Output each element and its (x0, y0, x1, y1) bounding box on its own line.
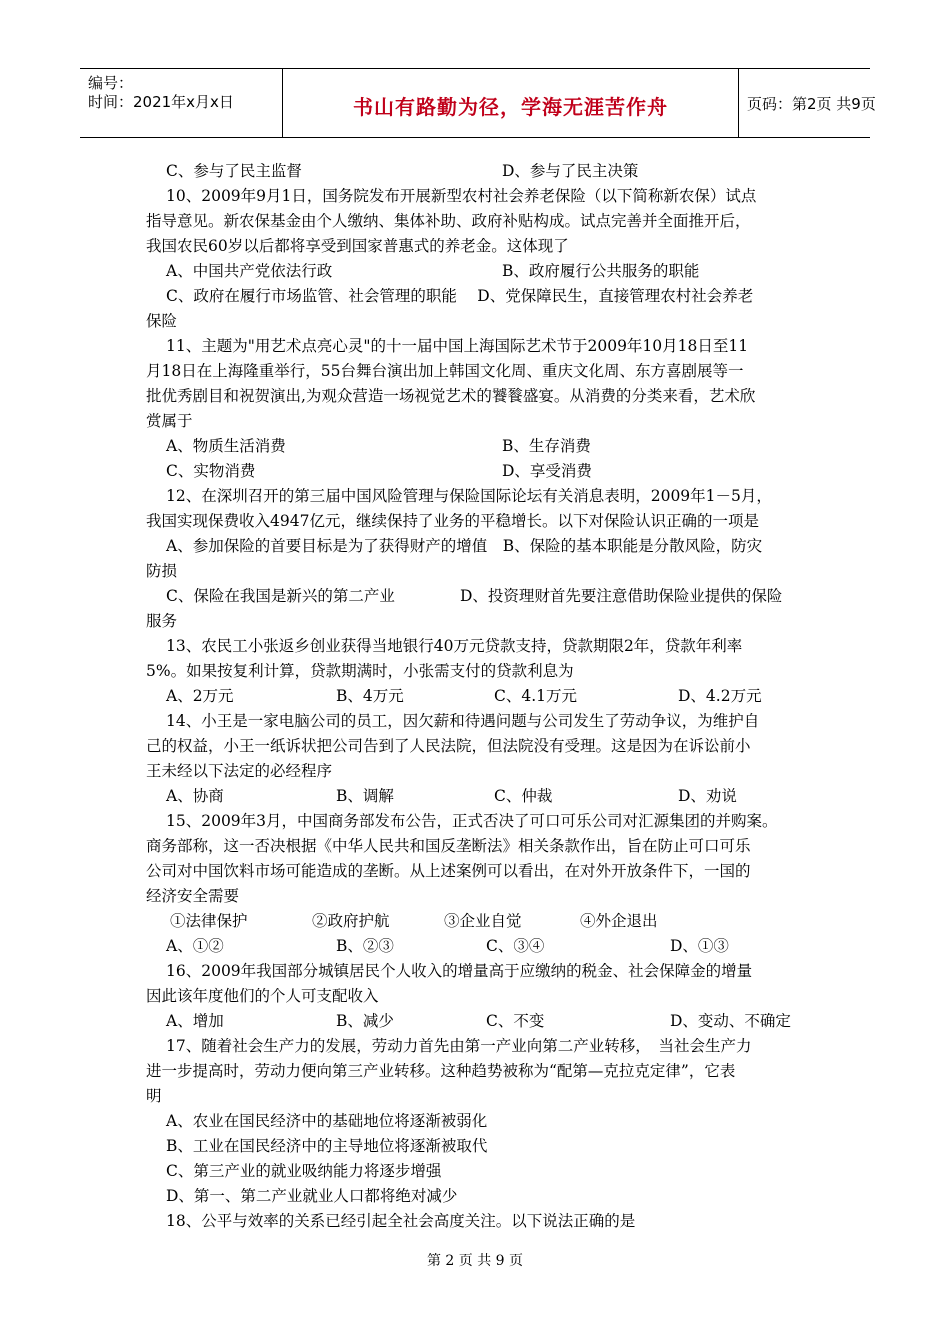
text-line: 10、2009年9月1日，国务院发布开展新型农村社会养老保险（以下简称新农保）试点 (166, 187, 757, 205)
text-line: 14、小王是一家电脑公司的员工，因欠薪和待遇问题与公司发生了劳动争议，为维护自 (166, 712, 760, 730)
text-line: D、①③ (670, 937, 729, 955)
text-line: 防损 (146, 562, 178, 580)
text-line: 16、2009年我国部分城镇居民个人收入的增量高于应缴纳的税金、社会保障金的增量 (166, 962, 753, 980)
header-info (80, 69, 280, 137)
text-line: A、参加保险的首要目标是为了获得财产的增值 B、保险的基本职能是分散风险，防灾 (166, 537, 763, 555)
date-label: 时间：2021年x月x日 (88, 93, 234, 111)
text-line: 月18日在上海隆重举行，55台舞台演出加上韩国文化周、重庆文化周、东方喜剧展等一 (146, 362, 744, 380)
text-line: D、变动、不确定 (670, 1012, 791, 1030)
text-line: D、第一、第二产业就业人口都将绝对减少 (166, 1187, 458, 1205)
page-label: 页码：第2页 共9页 (747, 95, 876, 113)
text-line: 我国农民60岁以后都将享受到国家普惠式的养老金。这体现了 (146, 237, 569, 255)
text-line: 赏属于 (146, 412, 193, 430)
text-line: C、③④ (486, 937, 545, 955)
text-line: 服务 (146, 612, 178, 630)
text-line: A、协商 (166, 787, 224, 805)
text-line: C、参与了民主监督 (166, 162, 302, 180)
text-line: B、②③ (336, 937, 394, 955)
text-line: D、4.2万元 (678, 687, 762, 705)
text-line: 经济安全需要 (146, 887, 240, 905)
text-line: A、2万元 (166, 687, 234, 705)
text-line: 己的权益，小王一纸诉状把公司告到了人民法院，但法院没有受理。这是因为在诉讼前小 (146, 737, 751, 755)
code-label: 编号： (88, 74, 134, 92)
text-line: ③企业自觉 (444, 912, 522, 930)
page-footer: 第 2 页 共 9 页 (426, 1253, 524, 1269)
text-line: C、实物消费 (166, 462, 256, 480)
text-line: A、农业在国民经济中的基础地位将逐渐被弱化 (166, 1112, 488, 1130)
text-line: ④外企退出 (580, 912, 658, 930)
text-line: 17、随着社会生产力的发展，劳动力首先由第一产业向第二产业转移， 当社会生产力 (166, 1037, 752, 1055)
text-line: 商务部称，这一否决根据《中华人民共和国反垄断法》相关条款作出，旨在防止可口可乐 (146, 837, 751, 855)
text-line: B、生存消费 (502, 437, 591, 455)
text-line: C、保险在我国是新兴的第二产业 (166, 587, 395, 605)
text-line: A、物质生活消费 (166, 437, 286, 455)
text-line: B、减少 (336, 1012, 394, 1030)
text-line: 11、主题为"用艺术点亮心灵"的十一届中国上海国际艺术节于2009年10月18日至11 (166, 337, 749, 355)
text-line: 5%。如果按复利计算，贷款期满时，小张需支付的贷款利息为 (146, 662, 574, 680)
text-line: 12、在深圳召开的第三届中国风险管理与保险国际论坛有关消息表明，2009年1－5月， (166, 487, 772, 505)
text-line: 王未经以下法定的必经程序 (146, 762, 333, 780)
text-line: A、中国共产党依法行政 (166, 262, 333, 280)
text-line: ②政府护航 (312, 912, 390, 930)
text-line: 明 (146, 1087, 162, 1105)
page-header (80, 68, 876, 138)
text-line: D、享受消费 (502, 462, 592, 480)
text-line: D、劝说 (678, 787, 737, 805)
text-line: 进一步提高时，劳动力便向第三产业转移。这种趋势被称为“配第—克拉克定律”，它表 (146, 1062, 736, 1080)
motto: 书山有路勤为径，学海无涯苦作舟 (353, 95, 668, 119)
text-line: B、政府履行公共服务的职能 (502, 262, 700, 280)
text-line: C、4.1万元 (494, 687, 578, 705)
text-line: 批优秀剧目和祝贺演出,为观众营造一场视觉艺术的饕餮盛宴。从消费的分类来看，艺术欣 (146, 387, 756, 405)
text-line: 因此该年度他们的个人可支配收入 (146, 987, 379, 1005)
text-line: C、仲裁 (494, 787, 553, 805)
text-line: 公司对中国饮料市场可能造成的垄断。从上述案例可以看出，在对外开放条件下，一国的 (146, 862, 751, 880)
text-line: 保险 (146, 312, 178, 330)
text-line: B、4万元 (336, 687, 404, 705)
text-line: 指导意见。新农保基金由个人缴纳、集体补助、政府补贴构成。试点完善并全面推开后， (146, 212, 751, 230)
text-line: 我国实现保费收入4947亿元，继续保持了业务的平稳增长。以下对保险认识正确的一项是 (146, 512, 759, 530)
text-line: ①法律保护 (170, 912, 248, 930)
text-line: A、增加 (166, 1012, 224, 1030)
text-line: C、不变 (486, 1012, 545, 1030)
header-motto-cell (282, 69, 739, 137)
text-line: D、投资理财首先要注意借助保险业提供的保险 (460, 587, 783, 605)
text-line: C、政府在履行市场监管、社会管理的职能 D、党保障民生，直接管理农村社会养老 (166, 287, 754, 305)
text-line: 15、2009年3月，中国商务部发布公告，正式否决了可口可乐公司对汇源集团的并购案。 (166, 812, 778, 830)
text-line: 13、农民工小张返乡创业获得当地银行40万元贷款支持，贷款期限2年，贷款年利率 (166, 637, 743, 655)
text-line: C、第三产业的就业吸纳能力将逐步增强 (166, 1162, 442, 1180)
text-line: A、①② (166, 937, 224, 955)
header-page-cell (739, 69, 876, 137)
text-line: B、调解 (336, 787, 394, 805)
text-line: B、工业在国民经济中的主导地位将逐渐被取代 (166, 1137, 488, 1155)
text-line: 18、公平与效率的关系已经引起全社会高度关注。以下说法正确的是 (166, 1212, 636, 1230)
text-line: D、参与了民主决策 (502, 162, 639, 180)
